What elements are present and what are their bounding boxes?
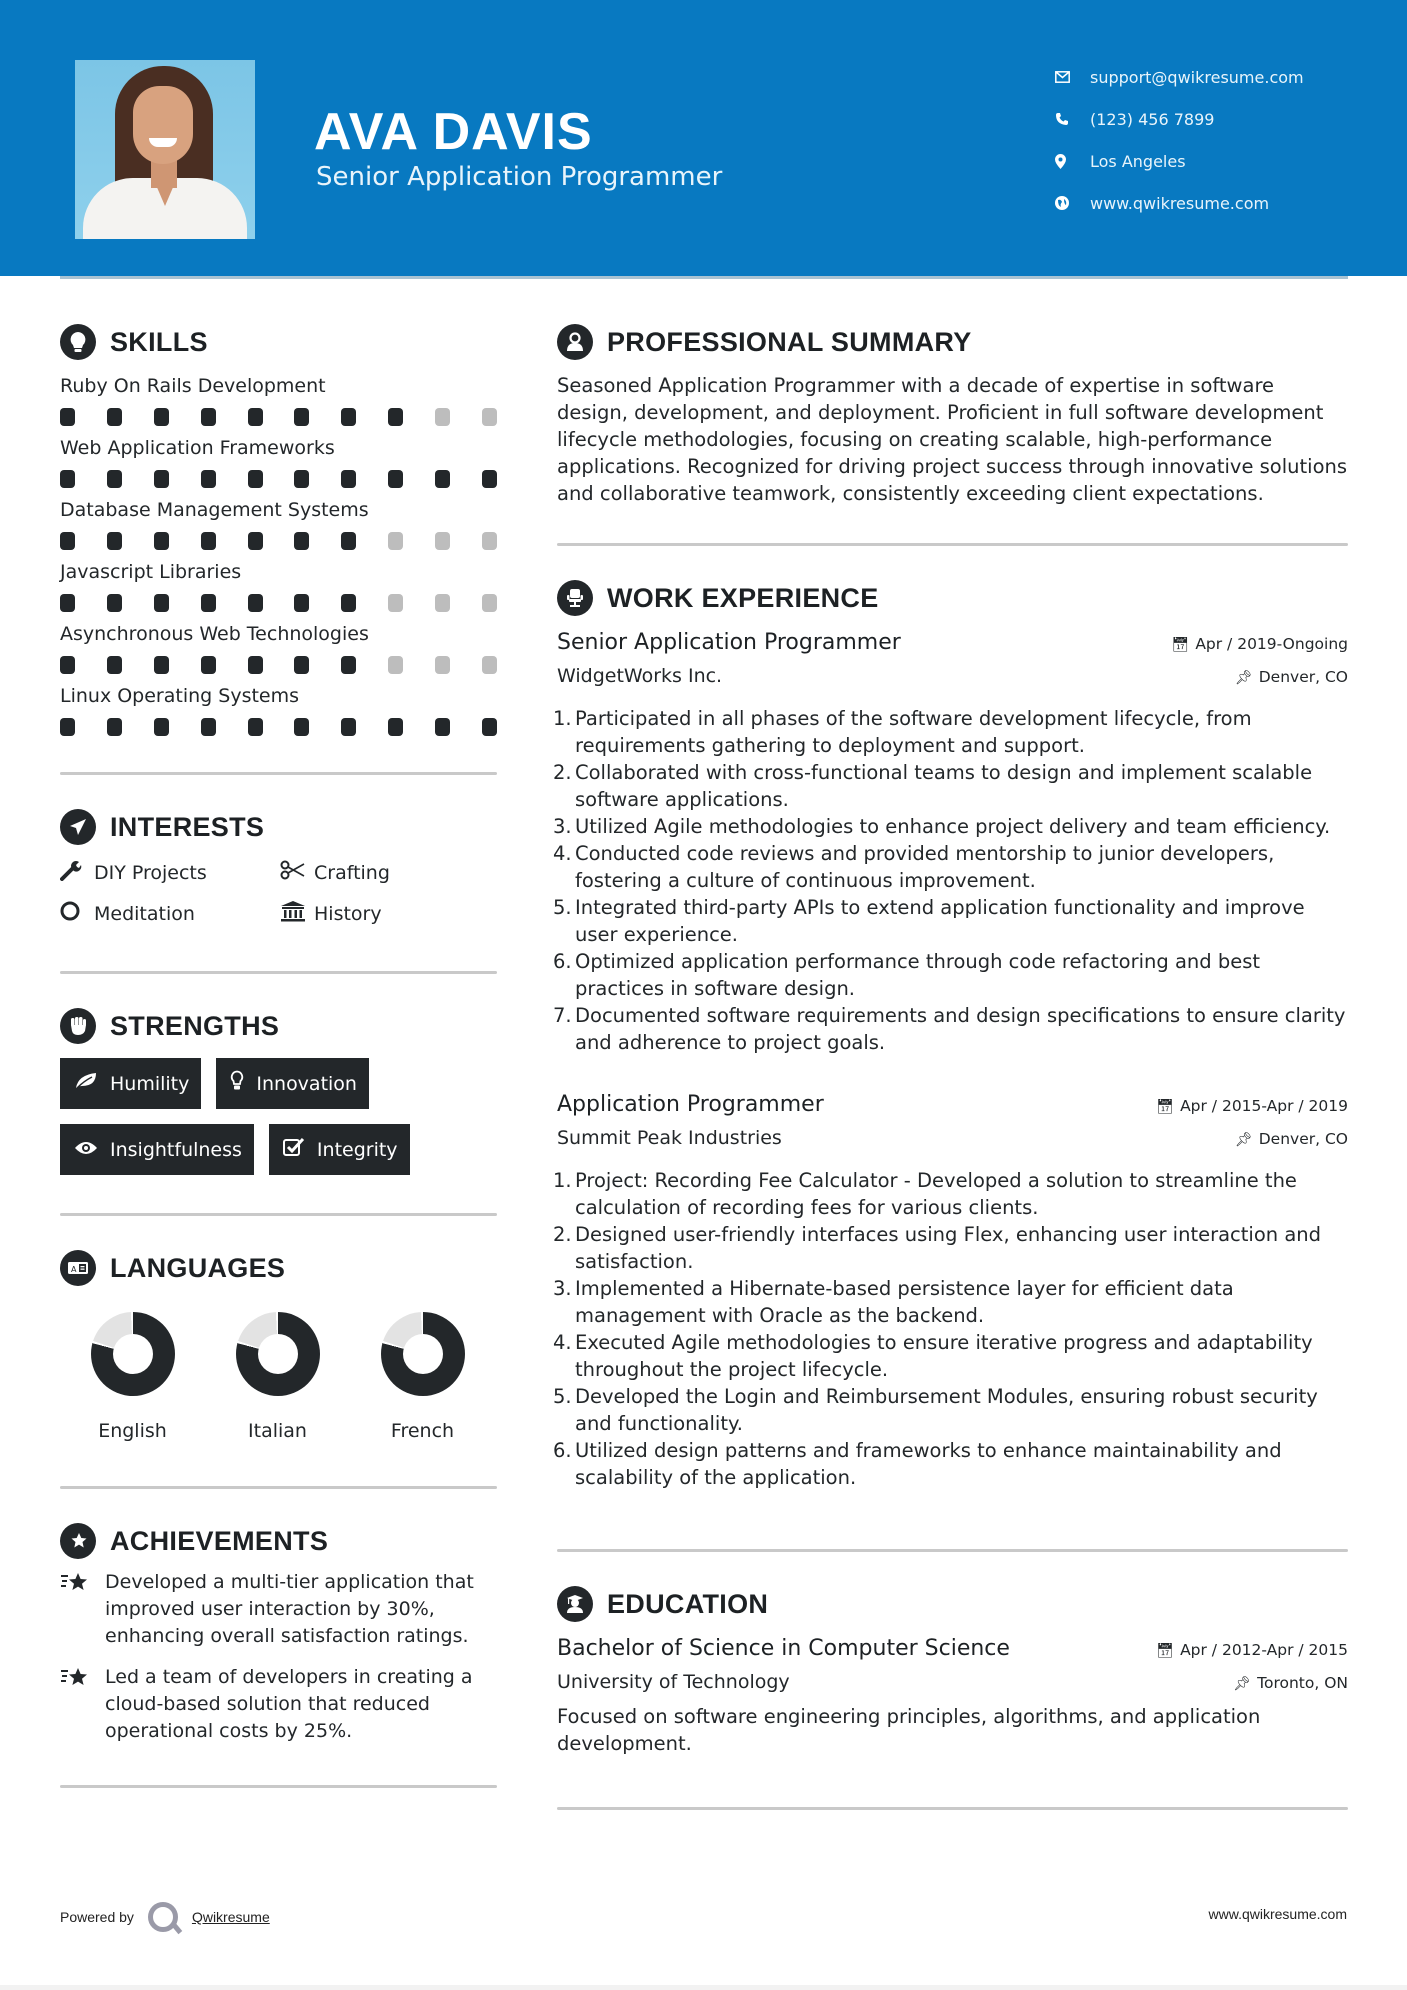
right-column [553,320,1348,1810]
section-divider [60,772,497,775]
skill-name: Javascript Libraries [60,561,242,583]
job-entry [553,1092,1348,1491]
language-item [60,1312,205,1442]
interest-item: History [280,900,497,927]
rating-dot-filled [154,408,169,426]
education-entry [557,1636,1348,1757]
interests-heading: INTERESTS [110,811,265,842]
section-divider [557,543,1348,546]
rating-dot-filled [107,656,122,674]
rating-dot-filled [107,718,122,736]
rating-dot-filled [248,408,263,426]
interest-item: DIY Projects [60,859,280,886]
rating-dot-filled [341,718,356,736]
language-proficiency-donut [236,1312,320,1396]
skills-list [60,372,497,736]
skill-rating [60,656,497,674]
strengths-list [60,1058,497,1175]
responsibility-item: 5. Integrated third-party APIs to extend application functionality and improve user experience. [553,896,1305,946]
strength-chip: Innovation [216,1058,369,1109]
footer-branding [60,1902,270,1932]
summary-section [557,320,1348,507]
rating-dot-filled [248,656,263,674]
skills-section [60,320,497,736]
achievement-item [60,1664,497,1745]
job-responsibilities [553,705,1348,1056]
rating-dot-filled [201,470,216,488]
pushpin-icon: 📌︎ [1234,1132,1253,1148]
skill-rating [60,718,497,736]
job-location: 📌︎ Denver, CO [1234,1130,1348,1148]
education-location: 📌︎ Toronto, ON [1233,1674,1348,1692]
rating-dot-filled [107,470,122,488]
contact-website[interactable]: www.qwikresume.com [1055,182,1304,224]
footer-website[interactable]: www.qwikresume.com [1208,1906,1347,1922]
skill-rating [60,532,497,550]
rating-dot-filled [435,470,450,488]
responsibility-item: 2. Designed user-friendly interfaces using Flex, enhancing user interaction and satisfaction. [553,1223,1322,1273]
qwikresume-link[interactable]: Qwikresume [191,1909,270,1925]
rating-dot-empty [482,532,497,550]
star-badge-icon [60,1523,96,1559]
achievement-text: Developed a multi-tier application that improved user interaction by 30%, enhancing overall satisfaction ratings. [105,1571,474,1647]
interest-item: Meditation [60,900,280,927]
rating-dot-filled [294,656,309,674]
strengths-section [60,1004,497,1175]
phone-icon [1055,112,1085,126]
job-location: 📌︎ Denver, CO [1234,668,1348,686]
lightbulb-icon [60,324,96,360]
achievement-item [60,1569,497,1650]
pushpin-icon: 📌︎ [1233,1676,1252,1692]
contact-email[interactable]: support@qwikresume.com [1055,56,1304,98]
rating-dot-filled [107,408,122,426]
achievement-text: Led a team of developers in creating a cloud-based solution that reduced operational costs by 25%. [105,1666,473,1742]
skill-rating [60,594,497,612]
rating-dot-filled [388,408,403,426]
achievements-section [60,1519,497,1745]
rating-dot-empty [482,656,497,674]
rating-dot-filled [341,470,356,488]
languages-heading: LANGUAGES [110,1252,286,1283]
section-divider [60,1486,497,1489]
rating-dot-empty [388,532,403,550]
envelope-icon [1055,71,1085,83]
education-dates: 📅︎ Apr / 2012-Apr / 2015 [1156,1641,1348,1659]
skill-name: Database Management Systems [60,499,369,521]
rating-dot-filled [60,594,75,612]
rating-dot-filled [154,470,169,488]
skill-name: Ruby On Rails Development [60,375,326,397]
strength-chip: Humility [60,1058,201,1109]
rating-dot-filled [60,532,75,550]
school-name: University of Technology [557,1671,790,1693]
rating-dot-filled [341,532,356,550]
achievements-list [60,1569,497,1745]
rating-dot-filled [341,594,356,612]
rating-dot-filled [294,532,309,550]
rating-dot-filled [107,594,122,612]
responsibility-item: 3. Implemented a Hibernate-based persistence layer for efficient data management with Oracle as the backend. [553,1277,1234,1327]
left-column [60,320,497,1788]
responsibility-item: 6. Optimized application performance through code refactoring and best practices in software design. [553,950,1261,1000]
rating-dot-filled [482,718,497,736]
responsibility-item: 4. Executed Agile methodologies to ensure iterative progress and adaptability throughout the project lifecycle. [553,1331,1313,1381]
rating-dot-filled [154,656,169,674]
responsibility-item: 4. Conducted code reviews and provided mentorship to junior developers, fostering a culture of continuous improvement. [553,842,1275,892]
checkbox-icon [283,1137,305,1162]
rating-dot-empty [435,594,450,612]
skill-name: Asynchronous Web Technologies [60,623,369,645]
company-name: Summit Peak Industries [557,1127,782,1149]
office-chair-icon [557,580,593,616]
skill-rating [60,408,497,426]
responsibility-item: 5. Developed the Login and Reimbursement Modules, ensuring robust security and functionality. [553,1385,1318,1435]
contact-phone[interactable]: (123) 456 7899 [1055,98,1304,140]
map-pin-icon [1055,154,1085,169]
contact-location: Los Angeles [1055,140,1304,182]
skill-name: Linux Operating Systems [60,685,300,707]
rating-dot-filled [60,408,75,426]
eye-icon [74,1139,98,1161]
contact-list [1055,56,1304,224]
rating-dot-filled [294,594,309,612]
language-item [205,1312,350,1442]
interest-item: Crafting [280,859,497,886]
degree-title: Bachelor of Science in Computer Science [557,1636,1010,1661]
page-bottom-edge [0,1985,1407,1990]
language-name: Italian [248,1420,307,1442]
experience-heading: WORK EXPERIENCE [607,582,879,613]
jobs-list [553,630,1348,1491]
rating-dot-filled [482,470,497,488]
rating-dot-filled [201,532,216,550]
rating-dot-filled [201,718,216,736]
shooting-star-icon [60,1664,105,1745]
rating-dot-filled [154,532,169,550]
resume-header [0,0,1407,276]
rating-dot-filled [248,594,263,612]
globe-icon [1055,196,1085,210]
rating-dot-filled [294,470,309,488]
rating-dot-empty [435,532,450,550]
responsibility-item: 6. Utilized design patterns and frameworks to enhance maintainability and scalability of the application. [553,1439,1282,1489]
languages-section [60,1246,497,1442]
language-name: English [98,1420,167,1442]
education-section [557,1582,1348,1757]
pushpin-icon: 📌︎ [1234,670,1253,686]
language-item [350,1312,495,1442]
job-dates: 📅︎ Apr / 2019-Ongoing [1171,635,1348,653]
job-dates: 📅︎ Apr / 2015-Apr / 2019 [1156,1097,1348,1115]
rating-dot-filled [201,656,216,674]
shooting-star-icon [60,1569,105,1650]
rating-dot-empty [482,594,497,612]
education-description: Focused on software engineering principles, algorithms, and application development. [557,1705,1261,1755]
section-divider [557,1807,1348,1810]
summary-heading: PROFESSIONAL SUMMARY [607,326,972,357]
rating-dot-filled [154,594,169,612]
skill-rating [60,470,497,488]
candidate-title: Senior Application Programmer [316,162,723,192]
rating-dot-filled [248,532,263,550]
responsibility-item: 3. Utilized Agile methodologies to enhance project delivery and team efficiency. [553,815,1331,838]
rating-dot-filled [294,408,309,426]
museum-icon [280,900,314,927]
responsibility-item: 7. Documented software requirements and design specifications to ensure clarity and adherence to project goals. [553,1004,1346,1054]
rating-dot-empty [388,656,403,674]
section-divider [60,1785,497,1788]
rating-dot-empty [388,594,403,612]
fist-icon [60,1008,96,1044]
rating-dot-filled [435,718,450,736]
calendar-icon: 📅︎ [1156,1643,1175,1659]
powered-by-label: Powered by [60,1909,134,1925]
languages-list [60,1312,497,1442]
rating-dot-empty [482,408,497,426]
rating-dot-filled [107,532,122,550]
user-icon [557,324,593,360]
wrench-icon [60,859,94,886]
lightbulb-icon [230,1070,244,1097]
rating-dot-filled [60,470,75,488]
summary-text: Seasoned Application Programmer with a decade of expertise in software design, development, and deployment. Proficient in full software development lifecycle methodologies, focusing on creating scalable, high-performance applications. Recognized for driving project success through innovative solutions and collaborative teamwork, consistently exceeding client expectations. [557,374,1348,505]
language-proficiency-donut [381,1312,465,1396]
job-title: Application Programmer [557,1092,824,1117]
education-heading: EDUCATION [607,1588,769,1619]
section-divider [557,1549,1348,1552]
strength-chip: Insightfulness [60,1124,254,1175]
experience-section [553,576,1348,1491]
responsibility-item: 2. Collaborated with cross-functional teams to design and implement scalable software applications. [553,761,1313,811]
rating-dot-filled [341,656,356,674]
rating-dot-filled [341,408,356,426]
graduate-icon [557,1586,593,1622]
calendar-icon: 📅︎ [1171,637,1190,653]
language-proficiency-donut [91,1312,175,1396]
calendar-icon: 📅︎ [1156,1099,1175,1115]
rating-dot-filled [388,718,403,736]
section-divider [60,971,497,974]
rating-dot-filled [388,470,403,488]
circle-icon [60,900,94,927]
responsibility-item: 1. Participated in all phases of the software development lifecycle, from requirements gathering to deployment and support. [553,707,1252,757]
strength-chip: Integrity [269,1124,410,1175]
candidate-name: AVA DAVIS [314,103,593,161]
paper-plane-icon [60,809,96,845]
qwikresume-logo-icon [148,1902,178,1932]
interests-section [60,805,497,927]
skill-name: Web Application Frameworks [60,437,335,459]
job-entry [553,630,1348,1056]
strengths-heading: STRENGTHS [110,1010,280,1041]
skills-heading: SKILLS [110,326,208,357]
section-divider [60,1213,497,1216]
responsibility-item: 1. Project: Recording Fee Calculator - Developed a solution to streamline the calculation of recording fees for various clients. [553,1169,1297,1219]
language-name: French [390,1420,455,1442]
scissors-icon [280,860,314,885]
rating-dot-filled [60,656,75,674]
rating-dot-filled [248,718,263,736]
language-icon [60,1250,96,1286]
rating-dot-filled [248,470,263,488]
job-responsibilities [553,1167,1348,1491]
rating-dot-filled [154,718,169,736]
rating-dot-filled [60,718,75,736]
rating-dot-empty [435,408,450,426]
rating-dot-empty [435,656,450,674]
leaf-icon [74,1072,98,1095]
rating-dot-filled [201,594,216,612]
rating-dot-filled [201,408,216,426]
svg-text:A: A [71,1265,77,1274]
header-divider [60,276,1348,279]
rating-dot-filled [294,718,309,736]
company-name: WidgetWorks Inc. [557,665,723,687]
achievements-heading: ACHIEVEMENTS [110,1525,329,1556]
job-title: Senior Application Programmer [557,630,901,655]
interests-list [60,859,497,927]
profile-photo [75,60,255,239]
